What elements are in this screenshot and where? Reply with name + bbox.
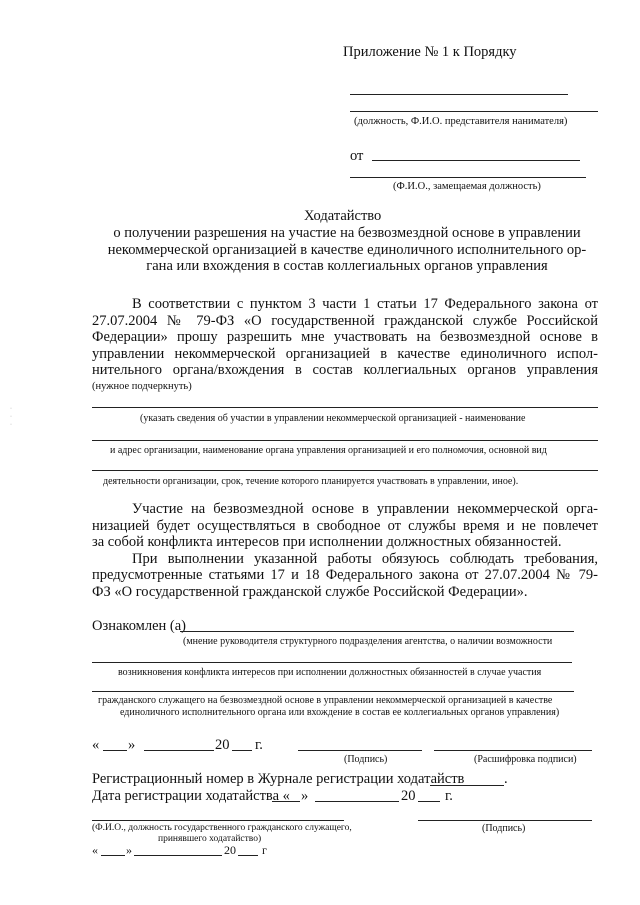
registrar-caption-2: принявшего ходатайство): [158, 834, 262, 844]
title-line-1: о получении разрешения на участие на безвозмездной основе в управлении: [113, 225, 581, 241]
details-caption-2: и адрес организации, наименование органа управления организацией и его полномочия, основной вид: [110, 445, 547, 456]
registrar-signature-caption: (Подпись): [482, 823, 526, 834]
from-label: от: [350, 148, 364, 164]
sign-month-line[interactable]: [144, 750, 214, 751]
underline-note: (нужное подчеркнуть): [92, 381, 192, 392]
acquainted-line-3[interactable]: [92, 691, 574, 692]
registration-year-suffix: г.: [445, 788, 453, 804]
title-line-2: некоммерческой организацией в качестве единоличного исполнительного ор-: [107, 241, 587, 258]
signature-line[interactable]: [298, 750, 422, 751]
appendix-title: Приложение № 1 к Порядку: [343, 44, 517, 60]
title-line-3: гана или вхождения в состав коллегиальных органов управления: [146, 258, 548, 274]
footer-year-suffix: г: [262, 843, 267, 857]
registration-number-end: .: [504, 771, 508, 787]
acquainted-caption-1: (мнение руководителя структурного подразделения агентства, о наличии возможности: [183, 636, 553, 647]
registration-date-label: Дата регистрации ходатайства «: [92, 788, 290, 804]
conditions-line-6: ФЗ «О государственной гражданской службе Российской Федерации».: [92, 583, 528, 600]
details-caption-1: (указать сведения об участии в управлении некоммерческой организацией - наименование: [140, 413, 526, 424]
conditions-line-3: за собой конфликта интересов при исполнении должностных обязанностей.: [92, 534, 562, 550]
sign-day-line[interactable]: [103, 750, 127, 751]
acquainted-caption-4: единоличного исполнительного органа или вхождение в состав ее коллегиальных органов управления): [120, 707, 560, 718]
request-paragraph: [92, 296, 598, 379]
footer-date-open: «: [92, 843, 98, 857]
footer-day-line[interactable]: [101, 855, 125, 856]
request-line-1: В соответствии с пунктом 3 части 1 статьи 17 Федерального закона от: [132, 296, 598, 312]
registrar-caption-1: (Ф.И.О., должность государственного гражданского служащего,: [92, 823, 352, 833]
registrar-signature-line[interactable]: [418, 820, 592, 821]
signature-caption: (Подпись): [344, 754, 388, 765]
acquainted-caption-3: гражданского служащего на безвозмездной основе в управлении некоммерческой организацией в качестве: [98, 695, 553, 706]
sign-date-open: «: [92, 737, 100, 753]
registration-year-line[interactable]: [418, 801, 440, 802]
document-title: Ходатайство: [304, 208, 382, 224]
acquainted-caption-2: возникновения конфликта интересов при исполнении должностных обязанностей в случае участия: [118, 667, 542, 678]
sign-year-prefix: 20: [215, 737, 230, 753]
request-line-3: Федерации» прошу разрешить мне участвовать на безвозмездной основе в: [92, 329, 598, 345]
request-line-2: 27.07.2004 № 79-ФЗ «О государственной гражданской службе Российской: [92, 312, 598, 329]
scan-margin-marks: · · ·: [10, 406, 12, 428]
registration-month-line[interactable]: [315, 801, 399, 802]
conditions-line-4: При выполнении указанной работы обязуюсь соблюдать требования,: [132, 550, 598, 567]
details-caption-3: деятельности организации, срок, течение которого планируется участвовать в управлении, иное).: [103, 476, 519, 487]
details-line-2[interactable]: [92, 440, 598, 441]
from-line[interactable]: [372, 160, 580, 161]
sign-year-suffix: г.: [255, 737, 263, 753]
details-line-1[interactable]: [92, 407, 598, 408]
title-subtitle: [92, 225, 602, 275]
acquainted-line-1[interactable]: [180, 631, 574, 632]
registration-number-label: Регистрационный номер в Журнале регистрации ходатайств: [92, 771, 465, 787]
conditions-paragraph: [92, 501, 598, 600]
conditions-line-5: предусмотренные статьями 17 и 18 Федерального закона от 27.07.2004 № 79-: [92, 567, 598, 583]
footer-year-prefix: 20: [224, 843, 236, 857]
acquainted-line-2[interactable]: [92, 662, 572, 663]
employer-line-2[interactable]: [350, 111, 598, 112]
footer-date-close: »: [126, 843, 132, 857]
conditions-line-1: Участие на безвозмездной основе в управлении некоммерческой орга-: [132, 501, 598, 517]
employer-caption: (должность, Ф.И.О. представителя нанимателя): [354, 116, 568, 127]
decode-caption: (Расшифровка подписи): [474, 754, 577, 765]
registrar-line[interactable]: [92, 820, 344, 821]
sign-year-line[interactable]: [232, 750, 252, 751]
employer-line-1[interactable]: [350, 94, 568, 95]
sign-date-close: »: [128, 737, 136, 753]
decode-line[interactable]: [434, 750, 592, 751]
footer-month-line[interactable]: [134, 855, 222, 856]
registration-date-mid: »: [301, 788, 309, 804]
details-line-3[interactable]: [92, 470, 598, 471]
footer-year-line[interactable]: [238, 855, 258, 856]
conditions-line-2: низацией будет осуществляться в свободное от службы время и не повлечет: [92, 517, 598, 534]
request-line-5: нительного органа/вхождения в состав коллегиальных органов управления: [92, 362, 598, 378]
applicant-caption: (Ф.И.О., замещаемая должность): [393, 181, 541, 192]
request-line-4: управлении некоммерческой организацией в качестве единоличного испол-: [92, 345, 598, 362]
acquainted-label: Ознакомлен (а): [92, 618, 187, 634]
registration-day-line[interactable]: [272, 801, 300, 802]
registration-number-line[interactable]: [430, 785, 504, 786]
applicant-line[interactable]: [350, 177, 586, 178]
registration-year-prefix: 20: [401, 788, 416, 804]
